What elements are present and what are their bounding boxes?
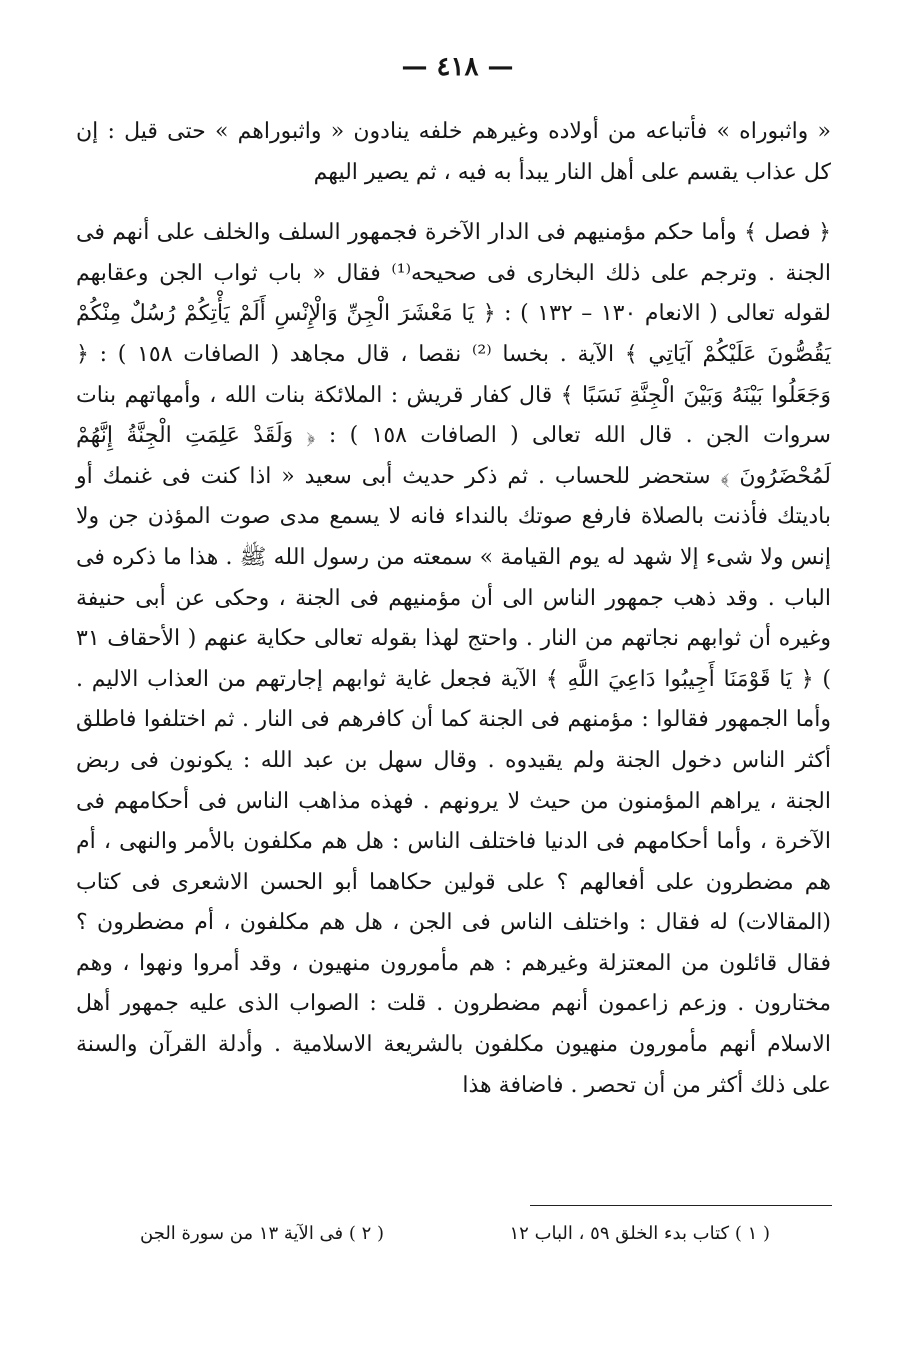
paragraph-section-fasl: ﴿ فصل ﴾ وأما حكم مؤمنيهم فى الدار الآخرة فجمهور السلف والخلف على أنهم فى الجنة . وترجم على ذلك البخارى فى صحيحه⁽¹⁾ فقال « باب ثواب الجن وعقابهم لقوله تعالى ( الانعام ١٣٠ – ١٣٢ ) : ﴿ يَا مَعْشَرَ الْجِنِّ وَالْإِنْسِ أَلَمْ يَأْتِكُمْ رُسُلٌ مِنْكُمْ يَقُصُّونَ عَلَيْكُمْ آيَاتِي ﴾ الآية . بخسا ⁽²⁾ نقصا ، قال مجاهد ( الصافات ١٥٨ ) : ﴿ وَجَعَلُوا بَيْنَهُ وَبَيْنَ الْجِنَّةِ نَسَبًا ﴾ قال كفار قريش : الملائكة بنات الله ، وأمهاتهم بنات سروات الجن . قال الله تعالى ( الصافات ١٥٨ ) : ﴿ وَلَقَدْ عَلِمَتِ الْجِنَّةُ إِنَّهُمْ لَمُحْضَرُونَ ﴾ ستحضر للحساب . ثم ذكر حديث أبى سعيد « اذا كنت فى غنمك أو باديتك فأذنت بالصلاة فارفع صوتك بالنداء فانه لا يسمع مدى صوت المؤذن جن ولا إنس ولا شىء إلا شهد له يوم القيامة » سمعته من رسول الله ﷺ . هذا ما ذكره فى الباب . وقد ذهب جمهور الناس الى أن مؤمنيهم فى الجنة ، وحكى عن أبى حنيفة وغيره أن ثوابهم نجاتهم من النار . واحتج لهذا بقوله تعالى حكاية عنهم ( الأحقاف ٣١ ) ﴿ يَا قَوْمَنَا أَجِيبُوا دَاعِيَ اللَّهِ ﴾ الآية فجعل غاية ثوابهم إجارتهم من العذاب الاليم . وأما الجمهور فقالوا : مؤمنهم فى الجنة كما أن كافرهم فى النار . ثم اختلفوا فاطلق أكثر الناس دخول الجنة ولم يقيدوه . وقال سهل بن عبد الله : يكونون فى ربض الجنة ، يراهم المؤمنون من حيث لا يرونهم . فهذه مذاهب الناس فى أحكامهم فى الآخرة ، وأما أحكامهم فى الدنيا فاختلف الناس : هل هم مكلفون بالأمر والنهى ، أم هم مضطرون على أفعالهم ؟ على قولين حكاهما أبو الحسن الاشعرى فى كتاب (المقالات) له فقال : واختلف الناس فى الجن ، هل هم مكلفون ، أم مضطرون ؟ فقال قائلون من المعتزلة وغيرهم : هم مأمورون منهيون ، وقد أمروا ونهوا ، وهم مختارون . وزعم زاعمون أنهم مضطرون . قلت : الصواب الذى عليه جمهور أهل الاسلام أنهم مأمورون منهيون مكلفون بالشريعة الاسلامية . وأدلة القرآن والسنة على ذلك أكثر من أن تحصر . فاضافة هذا — [76, 220, 831, 1098]
page-number: — ٤١٨ — — [401, 52, 514, 82]
footnote-2: ( ٢ ) فى الآية ١٣ من سورة الجن — [140, 1223, 385, 1244]
page-body-text — [76, 112, 831, 1106]
footnotes — [140, 1220, 770, 1248]
paragraph-continuation: « واثبوراه » فأتباعه من أولاده وغيرهم خلفه ينادون « واثبوراهم » حتى قيل : إن كل عذاب يقسم على أهل النار يبدأ به فيه ، ثم يصير اليهم — [76, 119, 831, 185]
footnote-separator — [530, 1205, 832, 1206]
footnote-1: ( ١ ) كتاب بدء الخلق ٥٩ ، الباب ١٢ — [509, 1223, 770, 1244]
